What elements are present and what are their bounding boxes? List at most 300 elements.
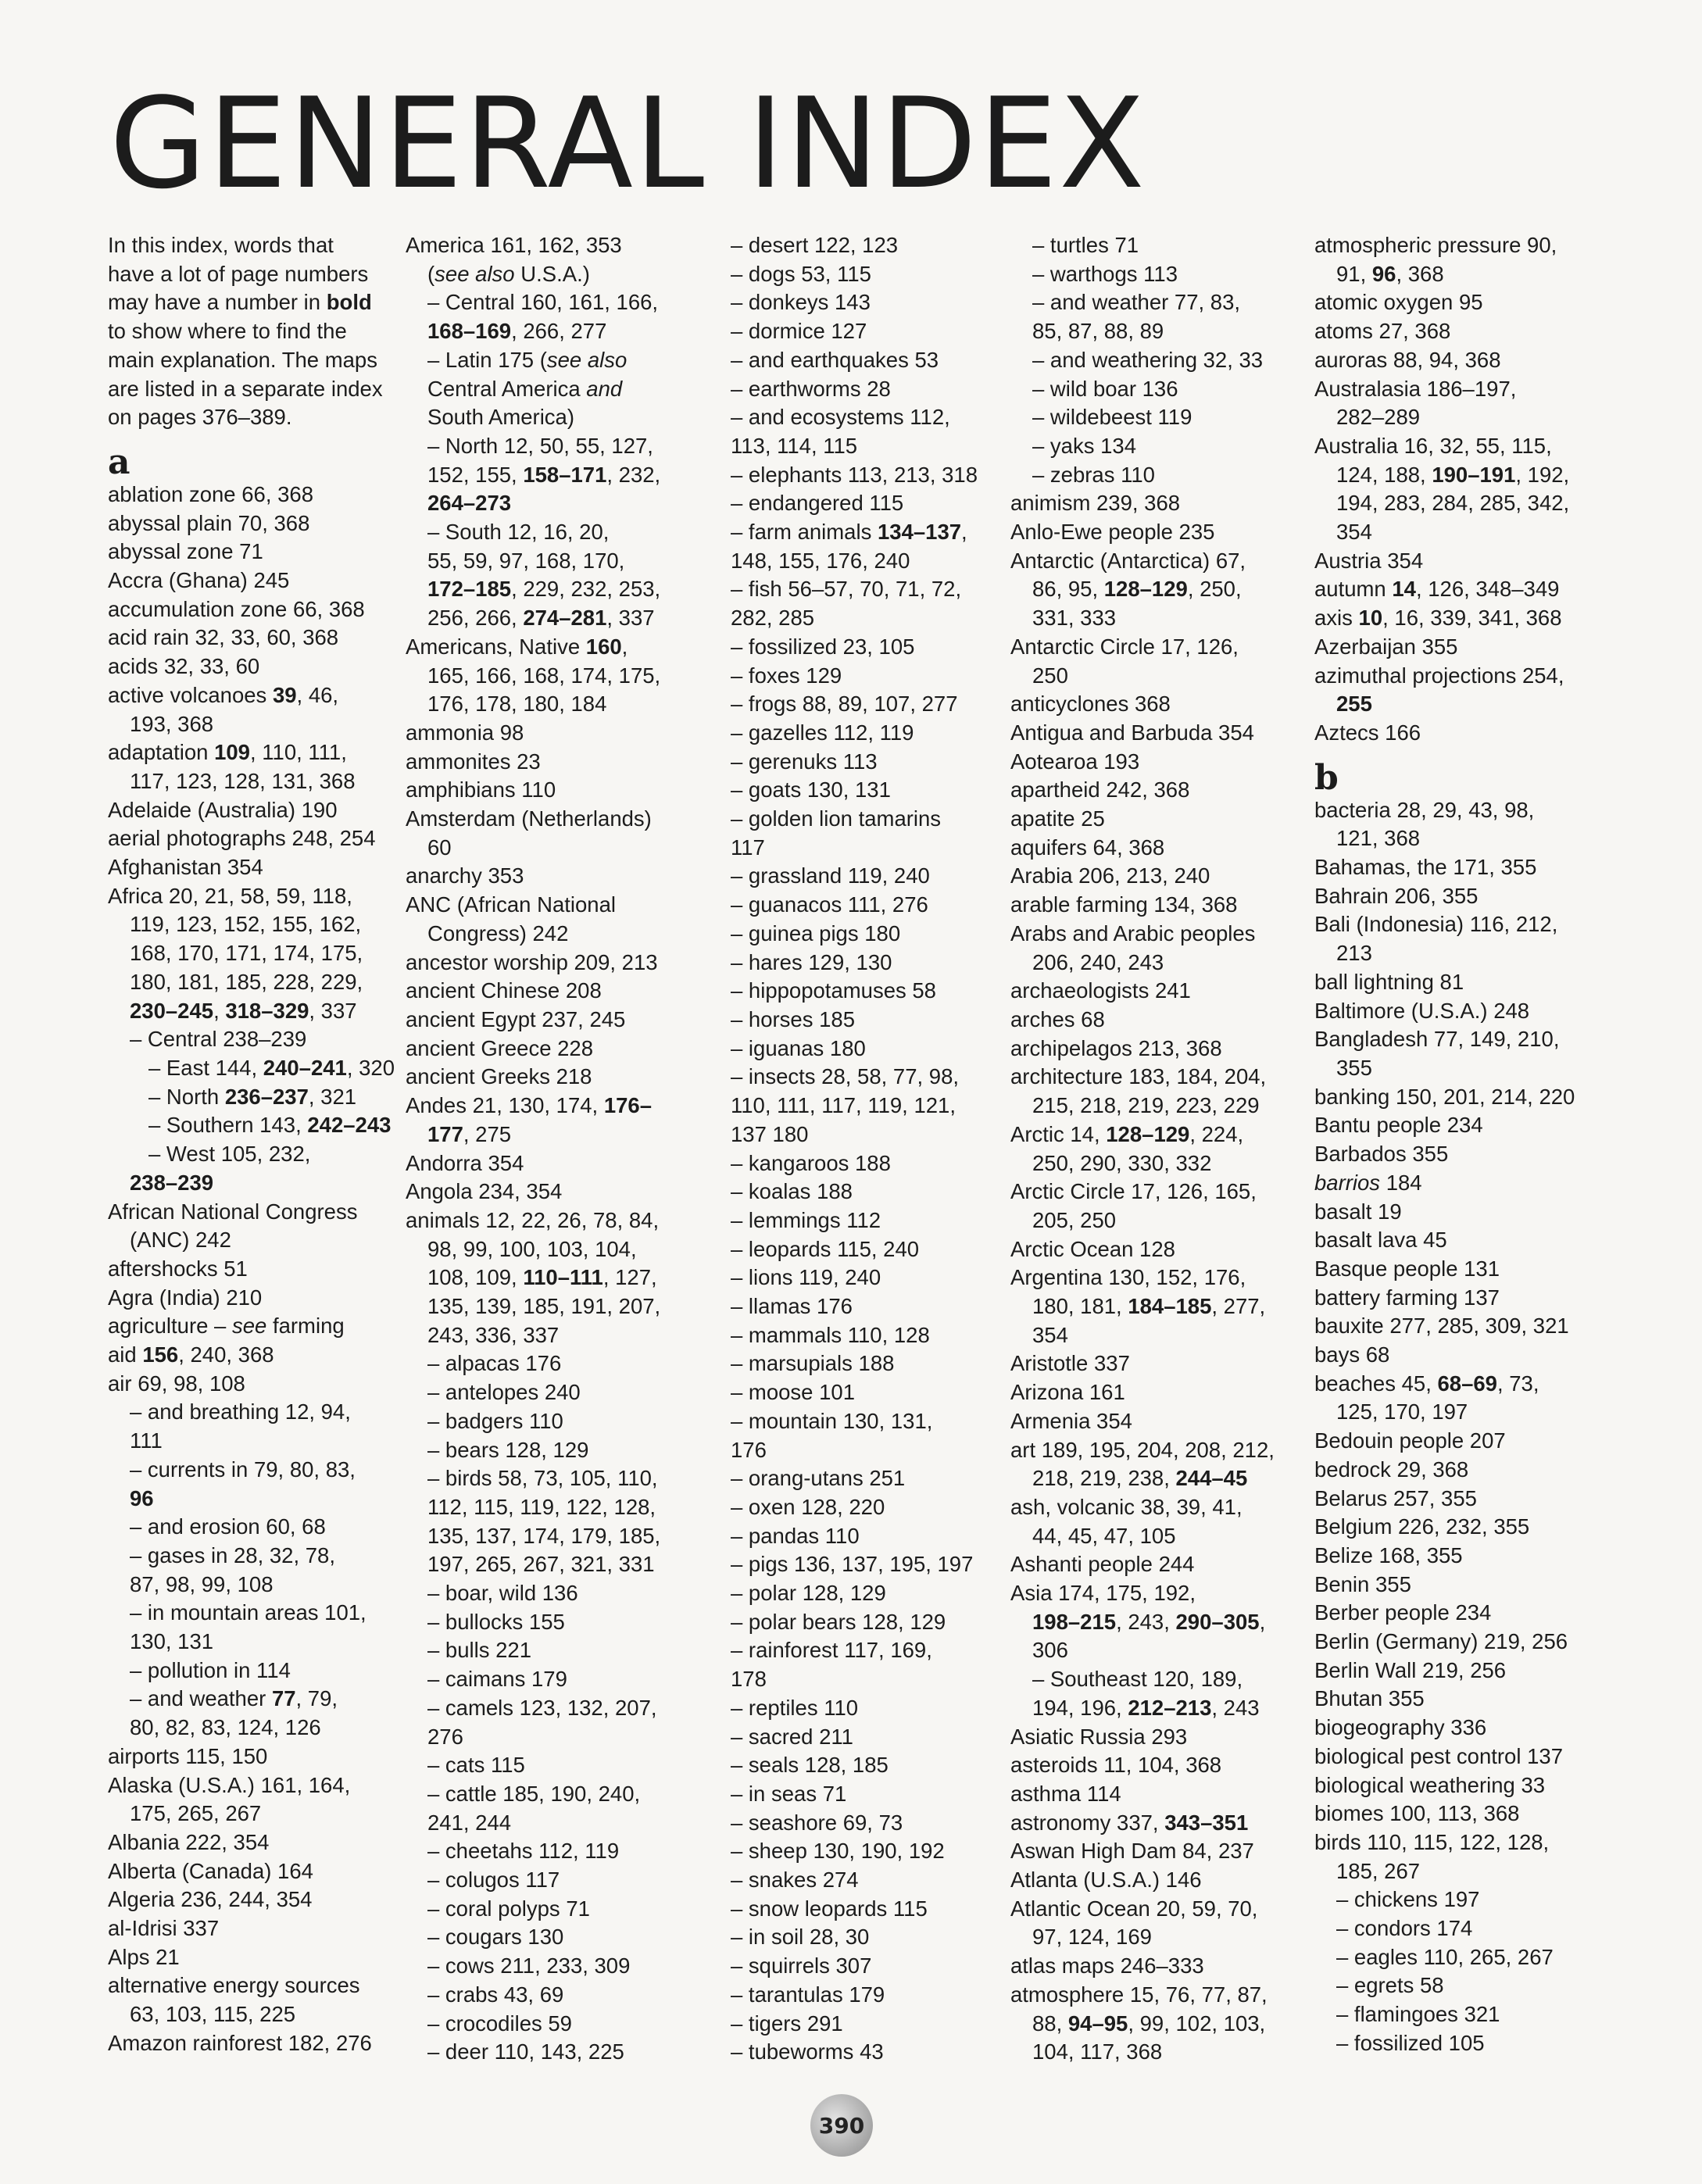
index-entry: – wildebeest 119 — [1032, 405, 1192, 430]
index-entry: 117, 123, 128, 131, 368 — [130, 768, 356, 793]
index-entry: – boar, wild 136 — [427, 1581, 578, 1606]
index-entry: Belize 168, 355 — [1314, 1542, 1463, 1567]
index-entry: Alberta (Canada) 164 — [108, 1858, 313, 1883]
index-entry: aid 156, 240, 368 — [108, 1342, 274, 1367]
index-entry: animism 239, 368 — [1010, 491, 1181, 516]
index-entry: Aswan High Dam 84, 237 — [1010, 1839, 1254, 1864]
index-entry: architecture 183, 184, 204, — [1010, 1064, 1267, 1089]
index-entry: Arabia 206, 213, 240 — [1010, 863, 1210, 888]
index-column-2 — [406, 231, 660, 2067]
index-column-1 — [108, 231, 395, 2058]
index-entry: 331, 333 — [1032, 606, 1117, 631]
index-entry: 172–185, 229, 232, 253, — [427, 577, 661, 602]
index-entry: Algeria 236, 244, 354 — [108, 1887, 313, 1912]
index-entry: Berber people 234 — [1314, 1600, 1492, 1625]
index-entry: – coral polyps 71 — [427, 1896, 590, 1921]
index-entry: Baltimore (U.S.A.) 248 — [1314, 998, 1530, 1023]
index-entry: – Central 160, 161, 166, — [427, 290, 659, 315]
index-entry: anticyclones 368 — [1010, 692, 1171, 717]
index-entry: 194, 283, 284, 285, 342, — [1336, 491, 1570, 516]
index-entry: – condors 174 — [1336, 1916, 1473, 1941]
index-entry: – turtles 71 — [1032, 233, 1139, 257]
index-entry: – zebras 110 — [1032, 462, 1155, 487]
index-entry: – crabs 43, 69 — [427, 1982, 564, 2007]
index-entry: Amazon rainforest 182, 276 — [108, 2030, 372, 2055]
index-entry: African National Congress — [108, 1199, 358, 1224]
index-entry: – chickens 197 — [1336, 1887, 1480, 1912]
index-entry: 176, 178, 180, 184 — [427, 692, 607, 717]
index-entry: beaches 45, 68–69, 73, — [1314, 1371, 1539, 1396]
index-entry: ash, volcanic 38, 39, 41, — [1010, 1494, 1243, 1519]
index-entry: 135, 137, 174, 179, 185, — [427, 1523, 661, 1548]
index-entry: ANC (African National — [406, 892, 616, 917]
index-entry: biomes 100, 113, 368 — [1314, 1801, 1520, 1826]
index-entry: – camels 123, 132, 207, — [427, 1695, 657, 1720]
index-entry: – reptiles 110 — [731, 1695, 859, 1720]
index-entry: Atlantic Ocean 20, 59, 70, — [1010, 1896, 1258, 1921]
index-entry: – warthogs 113 — [1032, 261, 1178, 286]
index-entry: – snakes 274 — [731, 1868, 859, 1893]
index-entry: – caimans 179 — [427, 1667, 567, 1692]
index-entry: – egrets 58 — [1336, 1973, 1444, 1998]
index-entry: adaptation 109, 110, 111, — [108, 740, 347, 765]
index-entry: Arctic Ocean 128 — [1010, 1236, 1175, 1261]
index-entry: Argentina 130, 152, 176, — [1010, 1265, 1246, 1290]
index-entry: 85, 87, 88, 89 — [1032, 319, 1164, 344]
index-entry: Antarctic (Antarctica) 67, — [1010, 548, 1246, 573]
index-entry: asthma 114 — [1010, 1781, 1121, 1806]
index-entry: aerial photographs 248, 254 — [108, 826, 376, 851]
index-entry: al-Idrisi 337 — [108, 1916, 220, 1941]
index-entry: 175, 265, 267 — [130, 1801, 262, 1826]
index-entry: – Central 238–239 — [130, 1027, 307, 1052]
index-entry: bedrock 29, 368 — [1314, 1457, 1469, 1482]
index-entry: Basque people 131 — [1314, 1256, 1500, 1281]
index-entry: 104, 117, 368 — [1032, 2039, 1163, 2064]
index-entry: Berlin Wall 219, 256 — [1314, 1657, 1507, 1682]
index-entry: 264–273 — [427, 491, 512, 516]
index-entry: – in seas 71 — [731, 1781, 847, 1806]
index-entry: azimuthal projections 254, — [1314, 663, 1564, 688]
index-entry: – guanacos 111, 276 — [731, 892, 928, 917]
index-entry: Armenia 354 — [1010, 1408, 1132, 1433]
index-entry: – and weather 77, 83, — [1032, 290, 1241, 315]
index-entry: – in soil 28, 30 — [731, 1925, 870, 1950]
index-entry: alternative energy sources — [108, 1973, 360, 1998]
index-entry: – desert 122, 123 — [731, 233, 899, 257]
index-entry: ancient Chinese 208 — [406, 978, 602, 1003]
index-entry: Aotearoa 193 — [1010, 749, 1140, 774]
intro-line: main explanation. The maps — [108, 347, 377, 372]
index-entry: 87, 98, 99, 108 — [130, 1571, 274, 1596]
section-letter: a — [108, 441, 131, 482]
index-entry: – earthworms 28 — [731, 376, 891, 401]
index-entry: archipelagos 213, 368 — [1010, 1035, 1222, 1060]
index-entry: – fossilized 105 — [1336, 2030, 1485, 2055]
index-entry: – sacred 211 — [731, 1724, 853, 1749]
index-entry: Arabs and Arabic peoples — [1010, 920, 1256, 945]
index-entry: Antarctic Circle 17, 126, — [1010, 634, 1239, 659]
page-title: GENERAL INDEX — [109, 70, 1146, 216]
index-entry: America 161, 162, 353 — [406, 233, 622, 257]
intro-line: on pages 376–389. — [108, 405, 292, 430]
index-entry: – cows 211, 233, 309 — [427, 1953, 631, 1978]
index-entry: Aztecs 166 — [1314, 720, 1421, 745]
index-entry: – squirrels 307 — [731, 1953, 872, 1978]
index-entry: 97, 124, 169 — [1032, 1925, 1152, 1950]
page-number-badge — [810, 2094, 873, 2157]
index-entry: – gerenuks 113 — [731, 749, 878, 774]
index-entry: 86, 95, 128–129, 250, — [1032, 577, 1242, 602]
index-entry: ancient Egypt 237, 245 — [406, 1006, 626, 1031]
index-entry: atoms 27, 368 — [1314, 319, 1451, 344]
index-entry: – dogs 53, 115 — [731, 261, 871, 286]
index-entry: South America) — [427, 405, 575, 430]
index-entry: Bhutan 355 — [1314, 1686, 1425, 1711]
index-entry: – polar bears 128, 129 — [731, 1609, 946, 1634]
index-entry: accumulation zone 66, 368 — [108, 596, 365, 621]
index-entry: – golden lion tamarins — [731, 806, 942, 831]
index-entry: – oxen 128, 220 — [731, 1494, 885, 1519]
index-entry: 168, 170, 171, 174, 175, — [130, 941, 363, 966]
index-entry: 282–289 — [1336, 405, 1421, 430]
index-entry: – bulls 221 — [427, 1638, 532, 1663]
index-entry: 185, 267 — [1336, 1858, 1421, 1883]
index-entry: Ashanti people 244 — [1010, 1552, 1195, 1577]
index-entry: 256, 266, 274–281, 337 — [427, 606, 655, 631]
index-entry: – tubeworms 43 — [731, 2039, 884, 2064]
index-entry: 60 — [427, 835, 452, 860]
index-entry: 148, 155, 176, 240 — [731, 548, 910, 573]
index-entry: 193, 368 — [130, 711, 214, 736]
index-entry: – cheetahs 112, 119 — [427, 1839, 620, 1864]
index-entry: – and weather 77, 79, — [130, 1686, 338, 1711]
index-entry: 238–239 — [130, 1170, 214, 1195]
index-entry: – antelopes 240 — [427, 1380, 581, 1405]
index-entry: – North 236–237, 321 — [148, 1084, 357, 1109]
index-entry: – wild boar 136 — [1032, 376, 1178, 401]
index-entry: – crocodiles 59 — [427, 2011, 572, 2036]
index-entry: Antigua and Barbuda 354 — [1010, 720, 1254, 745]
index-entry: – dormice 127 — [731, 319, 867, 344]
index-entry: Bahamas, the 171, 355 — [1314, 855, 1537, 880]
index-entry: Andes 21, 130, 174, 176– — [406, 1093, 652, 1118]
index-entry: Belgium 226, 232, 355 — [1314, 1514, 1530, 1539]
index-entry: Adelaide (Australia) 190 — [108, 797, 338, 822]
index-entry: ancient Greeks 218 — [406, 1064, 592, 1089]
index-entry: – frogs 88, 89, 107, 277 — [731, 692, 958, 717]
index-entry: active volcanoes 39, 46, — [108, 682, 339, 707]
index-entry: – goats 130, 131 — [731, 777, 891, 802]
index-entry: Asia 174, 175, 192, — [1010, 1581, 1196, 1606]
index-entry: 354 — [1336, 520, 1372, 545]
index-entry: – yaks 134 — [1032, 433, 1137, 458]
index-entry: 178 — [731, 1667, 767, 1692]
index-entry: Australasia 186–197, — [1314, 376, 1517, 401]
index-entry: – flamingoes 321 — [1336, 2002, 1500, 2027]
index-entry: aquifers 64, 368 — [1010, 835, 1165, 860]
index-entry: – rainforest 117, 169, — [731, 1638, 932, 1663]
index-entry: 124, 188, 190–191, 192, — [1336, 462, 1570, 487]
index-entry: 276 — [427, 1724, 463, 1749]
index-entry: 44, 45, 47, 105 — [1032, 1523, 1176, 1548]
index-column-5 — [1314, 231, 1575, 2058]
index-entry: 98, 99, 100, 103, 104, — [427, 1236, 637, 1261]
index-entry: 165, 166, 168, 174, 175, — [427, 663, 661, 688]
index-entry: (ANC) 242 — [130, 1228, 231, 1253]
index-entry: agriculture – see farming — [108, 1314, 345, 1339]
index-entry: Benin 355 — [1314, 1571, 1411, 1596]
index-entry: Arctic Circle 17, 126, 165, — [1010, 1179, 1257, 1204]
index-entry: bauxite 277, 285, 309, 321 — [1314, 1314, 1569, 1339]
index-entry: 306 — [1032, 1638, 1068, 1663]
index-entry: – snow leopards 115 — [731, 1896, 928, 1921]
index-entry: 91, 96, 368 — [1336, 261, 1444, 286]
index-entry: Alps 21 — [108, 1944, 180, 1969]
index-column-4 — [1010, 231, 1275, 2067]
index-entry: – hares 129, 130 — [731, 949, 892, 974]
index-entry: Asiatic Russia 293 — [1010, 1724, 1188, 1749]
index-entry: – pigs 136, 137, 195, 197 — [731, 1552, 974, 1577]
index-entry: – horses 185 — [731, 1006, 855, 1031]
index-entry: Americans, Native 160, — [406, 634, 628, 659]
index-entry: abyssal zone 71 — [108, 539, 263, 564]
section-letter: b — [1314, 757, 1339, 798]
index-entry: – lemmings 112 — [731, 1207, 881, 1232]
index-entry: – Southeast 120, 189, — [1032, 1667, 1243, 1692]
index-entry: 282, 285 — [731, 606, 815, 631]
index-entry: bacteria 28, 29, 43, 98, — [1314, 797, 1535, 822]
intro-line: may have a number in bold — [108, 290, 372, 315]
index-entry: – badgers 110 — [427, 1408, 563, 1433]
index-column-3 — [731, 231, 978, 2067]
index-entry: – iguanas 180 — [731, 1035, 866, 1060]
index-entry: 113, 114, 115 — [731, 433, 858, 458]
index-entry: – elephants 113, 213, 318 — [731, 462, 978, 487]
index-entry: 110, 111, 117, 119, 121, — [731, 1093, 956, 1118]
index-entry: 130, 131 — [130, 1629, 214, 1654]
index-entry: – in mountain areas 101, — [130, 1600, 367, 1625]
index-entry: basalt lava 45 — [1314, 1228, 1447, 1253]
index-entry: – endangered 115 — [731, 491, 904, 516]
index-entry: 80, 82, 83, 124, 126 — [130, 1715, 321, 1740]
index-entry: 125, 170, 197 — [1336, 1399, 1468, 1424]
index-entry: – fossilized 23, 105 — [731, 634, 915, 659]
index-entry: Belarus 257, 355 — [1314, 1485, 1477, 1510]
index-entry: ball lightning 81 — [1314, 969, 1464, 994]
index-entry: – bears 128, 129 — [427, 1437, 589, 1462]
index-entry: 177, 275 — [427, 1121, 512, 1146]
index-entry: 241, 244 — [427, 1810, 512, 1835]
index-entry: – and weathering 32, 33 — [1032, 347, 1264, 372]
index-entry: asteroids 11, 104, 368 — [1010, 1753, 1222, 1778]
index-entry: Australia 16, 32, 55, 115, — [1314, 433, 1552, 458]
index-entry: 108, 109, 110–111, 127, — [427, 1265, 657, 1290]
index-entry: Bantu people 234 — [1314, 1113, 1483, 1138]
index-entry: 121, 368 — [1336, 826, 1421, 851]
index-entry: – cattle 185, 190, 240, — [427, 1781, 641, 1806]
index-entry: 176 — [731, 1437, 767, 1462]
index-entry: ancient Greece 228 — [406, 1035, 594, 1060]
intro-paragraph — [108, 231, 395, 432]
index-entry: – fish 56–57, 70, 71, 72, — [731, 577, 962, 602]
index-entry: – farm animals 134–137, — [731, 520, 967, 545]
index-entry: autumn 14, 126, 348–349 — [1314, 577, 1560, 602]
index-entry: ammonia 98 — [406, 720, 524, 745]
intro-line: to show where to find the — [108, 319, 347, 344]
index-entry: – koalas 188 — [731, 1179, 853, 1204]
index-entry: Bahrain 206, 355 — [1314, 883, 1479, 908]
index-entry: – and breathing 12, 94, — [130, 1399, 351, 1424]
index-entry: – grassland 119, 240 — [731, 863, 930, 888]
index-entry: amphibians 110 — [406, 777, 556, 802]
index-entry: 168–169, 266, 277 — [427, 319, 607, 344]
index-entry: biological pest control 137 — [1314, 1743, 1563, 1768]
index-entry: animals 12, 22, 26, 78, 84, — [406, 1207, 660, 1232]
index-entry: – gazelles 112, 119 — [731, 720, 914, 745]
index-entry: – and ecosystems 112, — [731, 405, 950, 430]
index-entry: – guinea pigs 180 — [731, 920, 901, 945]
index-entry: – hippopotamuses 58 — [731, 978, 936, 1003]
index-entry: 206, 240, 243 — [1032, 949, 1164, 974]
index-entry: – South 12, 16, 20, — [427, 520, 610, 545]
index-entry: Anlo-Ewe people 235 — [1010, 520, 1215, 545]
index-entry: Arizona 161 — [1010, 1380, 1125, 1405]
index-entry: Barbados 355 — [1314, 1142, 1449, 1167]
index-entry: birds 110, 115, 122, 128, — [1314, 1829, 1550, 1854]
index-entry: ablation zone 66, 368 — [108, 481, 313, 506]
index-entry: Bangladesh 77, 149, 210, — [1314, 1027, 1560, 1052]
index-entry: – eagles 110, 265, 267 — [1336, 1944, 1554, 1969]
index-entry: – currents in 79, 80, 83, — [130, 1457, 356, 1482]
index-entry: Bedouin people 207 — [1314, 1428, 1506, 1453]
index-entry: airports 115, 150 — [108, 1743, 268, 1768]
index-entry: Central America and — [427, 376, 623, 401]
index-entry: banking 150, 201, 214, 220 — [1314, 1084, 1575, 1109]
index-entry: 250, 290, 330, 332 — [1032, 1150, 1212, 1175]
index-entry: 355 — [1336, 1055, 1372, 1080]
index-entry: – West 105, 232, — [148, 1142, 311, 1167]
index-entry: – marsupials 188 — [731, 1351, 895, 1376]
index-entry: Congress) 242 — [427, 920, 569, 945]
index-entry: 135, 139, 185, 191, 207, — [427, 1294, 661, 1319]
index-entry: Alaska (U.S.A.) 161, 164, — [108, 1772, 351, 1797]
index-entry: biogeography 336 — [1314, 1715, 1487, 1740]
index-entry: archaeologists 241 — [1010, 978, 1191, 1003]
index-entry: – birds 58, 73, 105, 110, — [427, 1466, 658, 1491]
index-entry: Arctic 14, 128–129, 224, — [1010, 1121, 1244, 1146]
index-entry: 218, 219, 238, 244–45 — [1032, 1466, 1248, 1491]
index-entry: Africa 20, 21, 58, 59, 118, — [108, 883, 352, 908]
index-entry: ancestor worship 209, 213 — [406, 949, 658, 974]
index-entry: aftershocks 51 — [108, 1256, 248, 1281]
index-entry: Albania 222, 354 — [108, 1829, 270, 1854]
index-entry: 230–245, 318–329, 337 — [130, 998, 357, 1023]
index-entry: atlas maps 246–333 — [1010, 1953, 1204, 1978]
index-entry: – orang-utans 251 — [731, 1466, 906, 1491]
index-entry: – Latin 175 (see also — [427, 347, 628, 372]
index-entry: arches 68 — [1010, 1006, 1105, 1031]
index-entry: – kangaroos 188 — [731, 1150, 891, 1175]
index-entry: – bullocks 155 — [427, 1609, 565, 1634]
index-entry: 112, 115, 119, 122, 128, — [427, 1494, 656, 1519]
intro-line: are listed in a separate index — [108, 376, 383, 401]
index-entry: Accra (Ghana) 245 — [108, 568, 290, 593]
index-entry: 119, 123, 152, 155, 162, — [130, 912, 362, 937]
index-entry: battery farming 137 — [1314, 1285, 1500, 1310]
index-entry: – mammals 110, 128 — [731, 1322, 930, 1347]
index-entry: abyssal plain 70, 368 — [108, 510, 310, 535]
index-entry: – cougars 130 — [427, 1925, 564, 1950]
index-entry: – colugos 117 — [427, 1868, 560, 1893]
intro-line: have a lot of page numbers — [108, 261, 369, 286]
index-entry: – North 12, 50, 55, 127, — [427, 433, 653, 458]
index-entry: Afghanistan 354 — [108, 855, 263, 880]
index-entry: – foxes 129 — [731, 663, 842, 688]
index-entry: 180, 181, 185, 228, 229, — [130, 969, 363, 994]
index-entry: – Southern 143, 242–243 — [148, 1113, 392, 1138]
index-entry: axis 10, 16, 339, 341, 368 — [1314, 606, 1562, 631]
index-entry: 152, 155, 158–171, 232, — [427, 462, 661, 487]
index-entry: – deer 110, 143, 225 — [427, 2039, 624, 2064]
index-entry: Agra (India) 210 — [108, 1285, 263, 1310]
index-entry: atomic oxygen 95 — [1314, 290, 1483, 315]
index-entry: 96 — [130, 1485, 154, 1510]
index-entry: art 189, 195, 204, 208, 212, — [1010, 1437, 1275, 1462]
index-entry: 117 — [731, 835, 765, 860]
index-entry: Angola 234, 354 — [406, 1179, 563, 1204]
index-entry: bays 68 — [1314, 1342, 1390, 1367]
index-entry: – cats 115 — [427, 1753, 525, 1778]
index-entry: 215, 218, 219, 223, 229 — [1032, 1093, 1260, 1118]
index-entry: – moose 101 — [731, 1380, 855, 1405]
index-entry: Azerbaijan 355 — [1314, 634, 1458, 659]
index-entry: auroras 88, 94, 368 — [1314, 347, 1501, 372]
index-entry: – llamas 176 — [731, 1294, 853, 1319]
index-entry: – pollution in 114 — [130, 1657, 291, 1682]
index-entry: 243, 336, 337 — [427, 1322, 560, 1347]
index-entry: – and earthquakes 53 — [731, 347, 939, 372]
index-entry: 180, 181, 184–185, 277, — [1032, 1294, 1266, 1319]
index-entry: – alpacas 176 — [427, 1351, 562, 1376]
index-entry: anarchy 353 — [406, 863, 524, 888]
index-entry: 255 — [1336, 692, 1372, 717]
index-entry: – polar 128, 129 — [731, 1581, 886, 1606]
index-entry: apartheid 242, 368 — [1010, 777, 1190, 802]
index-entry: (see also U.S.A.) — [427, 261, 590, 286]
index-entry: – insects 28, 58, 77, 98, — [731, 1064, 959, 1089]
index-entry: – and erosion 60, 68 — [130, 1514, 326, 1539]
index-entry: – mountain 130, 131, — [731, 1408, 933, 1433]
index-entry: basalt 19 — [1314, 1199, 1402, 1224]
index-entry: 213 — [1336, 941, 1372, 966]
index-entry: Berlin (Germany) 219, 256 — [1314, 1629, 1568, 1654]
index-entry: 88, 94–95, 99, 102, 103, — [1032, 2011, 1266, 2036]
index-entry: ammonites 23 — [406, 749, 541, 774]
index-entry: – sheep 130, 190, 192 — [731, 1839, 945, 1864]
index-entry: astronomy 337, 343–351 — [1010, 1810, 1249, 1835]
index-entry: – gases in 28, 32, 78, — [130, 1542, 335, 1567]
index-entry: – leopards 115, 240 — [731, 1236, 920, 1261]
index-entry: 197, 265, 267, 321, 331 — [427, 1552, 655, 1577]
page-number: 390 — [818, 2112, 865, 2139]
index-entry: – East 144, 240–241, 320 — [148, 1055, 395, 1080]
index-entry: barrios 184 — [1314, 1170, 1422, 1195]
index-entry: acid rain 32, 33, 60, 368 — [108, 625, 339, 650]
index-entry: Bali (Indonesia) 116, 212, — [1314, 912, 1558, 937]
index-entry: – donkeys 143 — [731, 290, 871, 315]
index-entry: 111 — [130, 1428, 163, 1453]
